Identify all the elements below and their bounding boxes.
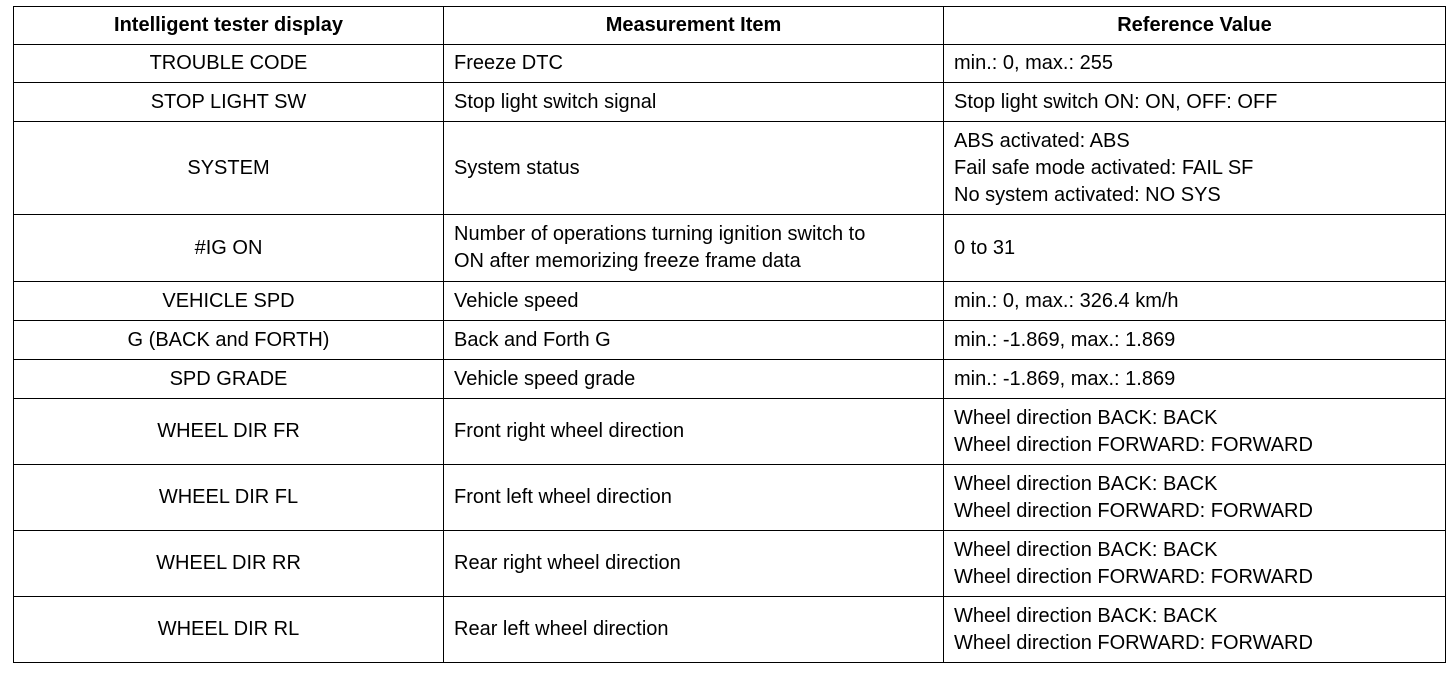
measurement-item-line: Rear left wheel direction bbox=[454, 618, 669, 640]
measurement-item-line: Front right wheel direction bbox=[454, 420, 685, 442]
reference-value-line: Wheel direction BACK: BACK bbox=[954, 538, 1218, 561]
measurement-item-line: System status bbox=[454, 156, 580, 179]
reference-value-cell bbox=[944, 399, 1446, 465]
measurement-item-line: Back and Forth G bbox=[454, 328, 611, 351]
measurement-item-line: Vehicle speed grade bbox=[454, 367, 636, 390]
reference-value-line: Wheel direction FORWARD: FORWARD bbox=[954, 565, 1313, 588]
table-row bbox=[14, 399, 1446, 465]
table-row bbox=[14, 360, 1446, 399]
reference-value-line: min.: -1.869, max.: 1.869 bbox=[954, 328, 1176, 351]
reference-value-cell bbox=[944, 597, 1446, 663]
tester-display-cell: WHEEL DIR FR bbox=[14, 399, 444, 465]
reference-value-line: Wheel direction BACK: BACK bbox=[954, 604, 1218, 627]
measurement-item-cell bbox=[444, 282, 944, 321]
reference-value-line: min.: 0, max.: 255 bbox=[954, 52, 1113, 74]
reference-value-line: ABS activated: ABS bbox=[954, 129, 1130, 152]
tester-display-cell: WHEEL DIR RL bbox=[14, 597, 444, 663]
reference-value-line: Wheel direction FORWARD: FORWARD bbox=[954, 631, 1313, 654]
tester-display-cell: WHEEL DIR FL bbox=[14, 465, 444, 531]
table-row bbox=[14, 282, 1446, 321]
reference-value-line: No system activated: NO SYS bbox=[954, 183, 1221, 206]
reference-value-cell bbox=[944, 531, 1446, 597]
reference-value-cell bbox=[944, 45, 1446, 83]
tester-display-cell: #IG ON bbox=[14, 215, 444, 282]
reference-value-line: min.: -1.869, max.: 1.869 bbox=[954, 367, 1176, 390]
measurement-item-cell bbox=[444, 360, 944, 399]
tester-display-cell: WHEEL DIR RR bbox=[14, 531, 444, 597]
reference-value-cell bbox=[944, 360, 1446, 399]
tester-display-cell: G (BACK and FORTH) bbox=[14, 321, 444, 360]
table-row bbox=[14, 321, 1446, 360]
reference-value-cell bbox=[944, 83, 1446, 122]
header-measurement-item: Measurement Item bbox=[444, 7, 944, 45]
reference-value-cell bbox=[944, 282, 1446, 321]
data-list-table bbox=[13, 6, 1446, 663]
measurement-item-line: Freeze DTC bbox=[454, 52, 563, 74]
table-header-row bbox=[14, 7, 1446, 45]
tester-display-cell: SPD GRADE bbox=[14, 360, 444, 399]
reference-value-cell bbox=[944, 465, 1446, 531]
table-row bbox=[14, 465, 1446, 531]
measurement-item-cell bbox=[444, 45, 944, 83]
table-row bbox=[14, 45, 1446, 83]
measurement-item-cell bbox=[444, 83, 944, 122]
tester-display-cell: TROUBLE CODE bbox=[14, 45, 444, 83]
reference-value-line: Wheel direction FORWARD: FORWARD bbox=[954, 499, 1313, 522]
measurement-item-line: Front left wheel direction bbox=[454, 486, 672, 508]
measurement-item-cell bbox=[444, 122, 944, 215]
measurement-item-cell bbox=[444, 215, 944, 282]
table-row bbox=[14, 83, 1446, 122]
table-row bbox=[14, 215, 1446, 282]
measurement-item-cell bbox=[444, 465, 944, 531]
measurement-item-line: Number of operations turning ignition switch to bbox=[454, 223, 866, 245]
table-row bbox=[14, 531, 1446, 597]
tester-display-cell: STOP LIGHT SW bbox=[14, 83, 444, 122]
reference-value-line: Fail safe mode activated: FAIL SF bbox=[954, 156, 1254, 179]
reference-value-line: min.: 0, max.: 326.4 km/h bbox=[954, 289, 1179, 312]
tester-display-cell: SYSTEM bbox=[14, 122, 444, 215]
reference-value-line: 0 to 31 bbox=[954, 236, 1016, 259]
measurement-item-line: Stop light switch signal bbox=[454, 90, 657, 113]
measurement-item-cell bbox=[444, 321, 944, 360]
header-tester-display: Intelligent tester display bbox=[14, 7, 444, 45]
table-row bbox=[14, 597, 1446, 663]
reference-value-cell bbox=[944, 215, 1446, 282]
measurement-item-line: Vehicle speed bbox=[454, 289, 579, 312]
reference-value-line: Wheel direction BACK: BACK bbox=[954, 472, 1218, 495]
data-list-table-container bbox=[13, 6, 1445, 663]
measurement-item-cell bbox=[444, 399, 944, 465]
reference-value-cell bbox=[944, 321, 1446, 360]
reference-value-cell bbox=[944, 122, 1446, 215]
measurement-item-cell bbox=[444, 531, 944, 597]
measurement-item-cell bbox=[444, 597, 944, 663]
reference-value-line: Wheel direction BACK: BACK bbox=[954, 406, 1218, 429]
measurement-item-line: Rear right wheel direction bbox=[454, 552, 681, 574]
measurement-item-line: ON after memorizing freeze frame data bbox=[454, 250, 801, 272]
tester-display-cell: VEHICLE SPD bbox=[14, 282, 444, 321]
reference-value-line: Stop light switch ON: ON, OFF: OFF bbox=[954, 90, 1278, 113]
header-reference-value: Reference Value bbox=[944, 7, 1446, 45]
reference-value-line: Wheel direction FORWARD: FORWARD bbox=[954, 433, 1313, 456]
table-row bbox=[14, 122, 1446, 215]
